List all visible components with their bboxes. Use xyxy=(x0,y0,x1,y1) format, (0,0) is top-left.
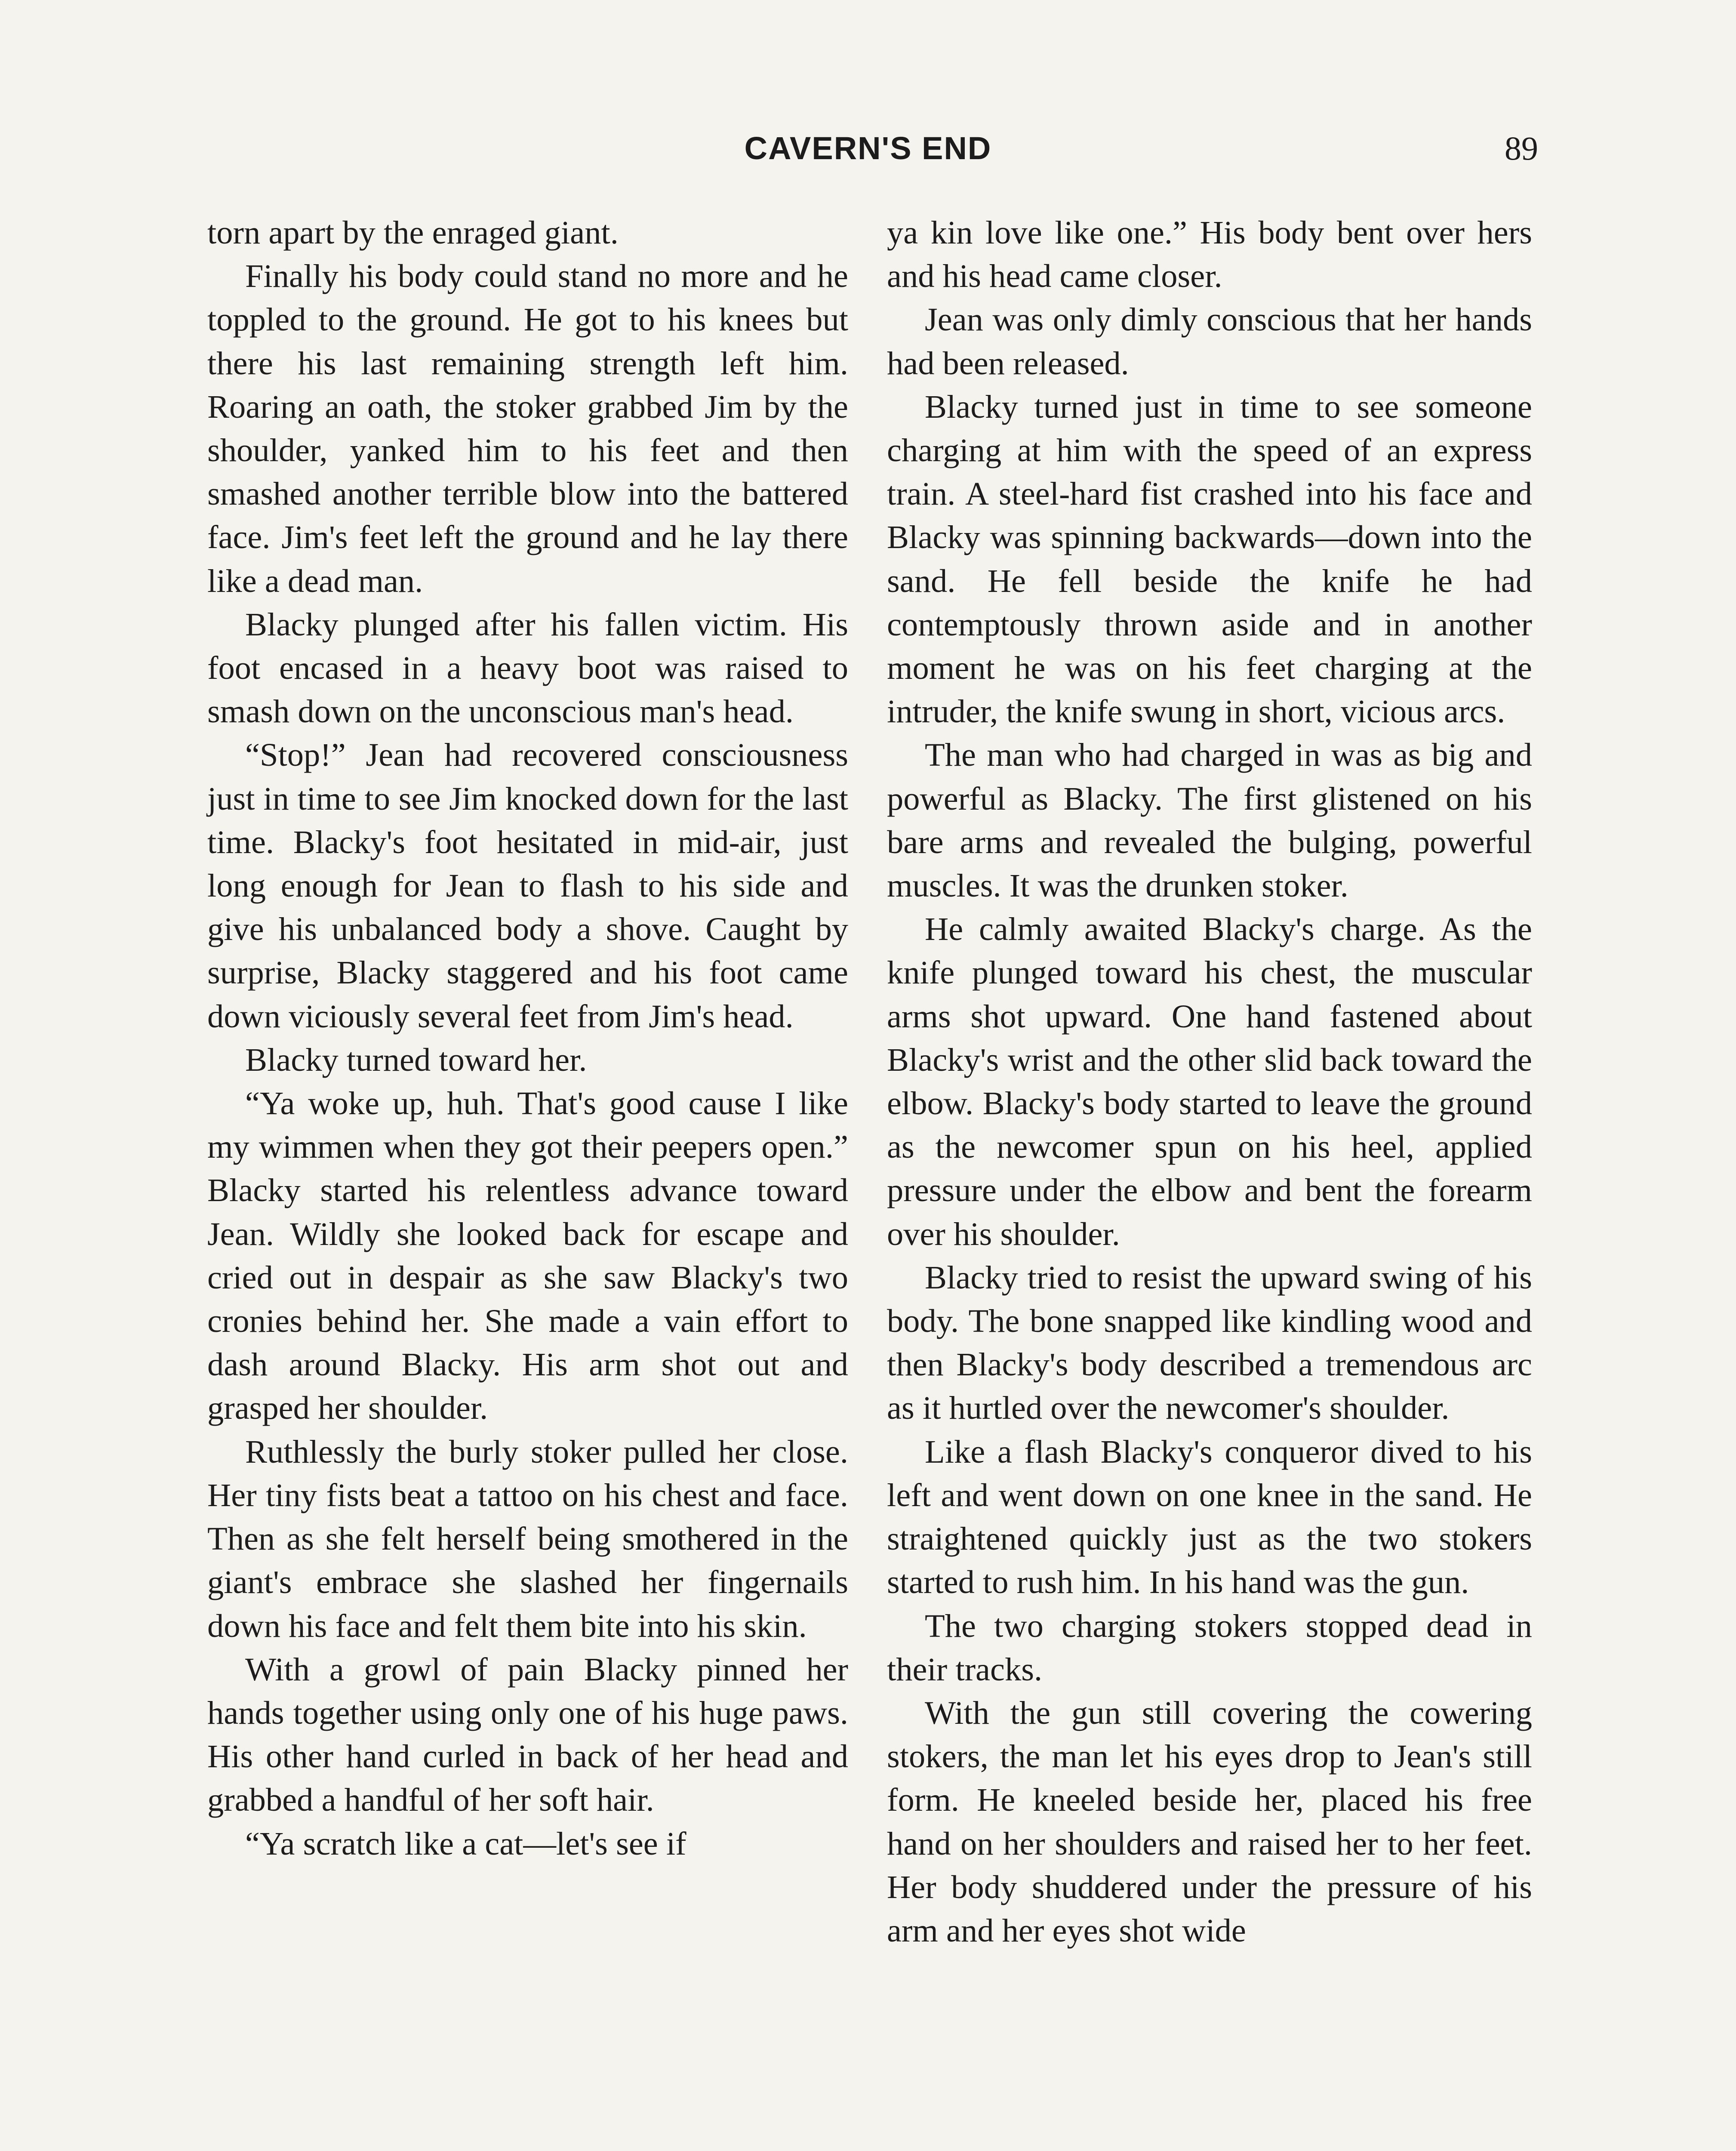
paragraph: The man who had charged in was as big and powerful as Blacky. The first glistened on his bare arms and revealed the bulging, powerful muscles. It was the drunken stoker. xyxy=(887,737,1532,904)
paragraph: With the gun still covering the cowering stokers, the man let his eyes drop to Jean's still form. He kneeled beside her, placed his free hand on her shoulders and raised her to her feet. Her body shuddered under the pressure of his arm and her eyes shot wide xyxy=(887,1694,1532,1949)
page-header xyxy=(0,125,1736,172)
paragraph: Like a flash Blacky's conqueror dived to his left and went down on one knee in the sand. He straightened quickly just as the two stokers started to rush him. In his hand was the gun. xyxy=(887,1433,1532,1601)
running-head: CAVERN'S END xyxy=(744,130,992,166)
page-number: 89 xyxy=(1505,129,1538,167)
paragraph: torn apart by the enraged giant. xyxy=(207,214,619,251)
paragraph: Blacky turned just in time to see someone charging at him with the speed of an express train. A steel-hard fist crashed into his face and Blacky was spinning backwards—down into the sand. He fell beside the knife he had contemptously thrown aside and in another moment he was on his feet charging at the intruder, the knife swung in short, vicious arcs. xyxy=(887,388,1532,730)
paragraph: The two charging stokers stopped dead in their tracks. xyxy=(887,1607,1532,1688)
paragraph: With a growl of pain Blacky pinned her hands together using only one of his huge paws. His other hand curled in back of her head and grabbed a handful of her soft hair. xyxy=(207,1651,848,1818)
paragraph: Jean was only dimly conscious that her hands had been released. xyxy=(887,301,1532,382)
right-column xyxy=(887,211,1532,1952)
paragraph: He calmly awaited Blacky's charge. As the knife plunged toward his chest, the muscular arms shot upward. One hand fastened about Blacky's wrist and the other slid back toward the elbow. Blacky's body started to leave the ground as the newcomer spun on his heel, applied pressure under the elbow and bent the forearm over his shoulder. xyxy=(887,911,1532,1252)
left-column xyxy=(207,211,848,1865)
paragraph: “Ya scratch like a cat—let's see if xyxy=(245,1825,686,1862)
paragraph: Blacky plunged after his fallen victim. His foot encased in a heavy boot was raised to smash down on the unconscious man's head. xyxy=(207,606,848,730)
paragraph: Ruthlessly the burly stoker pulled her close. Her tiny fists beat a tattoo on his chest and face. Then as she felt herself being smothered in the giant's embrace she slashed her fingernails down his face and felt them bite into his skin. xyxy=(207,1433,848,1644)
paragraph: “Ya woke up, huh. That's good cause I like my wimmen when they got their peepers open.” Blacky started his relentless advance toward Jean. Wildly she looked back for escape and cried out in despair as she saw Blacky's two cronies behind her. She made a vain effort to dash around Blacky. His arm shot out and grasped her shoulder. xyxy=(207,1085,848,1427)
paragraph: Blacky turned toward her. xyxy=(245,1041,587,1078)
paragraph: Blacky tried to resist the upward swing of his body. The bone snapped like kindling wood and then Blacky's body described a tremendous arc as it hurtled over the newcomer's shoulder. xyxy=(887,1259,1532,1427)
paragraph: “Stop!” Jean had recovered consciousness just in time to see Jim knocked down for the last time. Blacky's foot hesitated in mid-air, just long enough for Jean to flash to his side and give his unbalanced body a shove. Caught by surprise, Blacky staggered and his foot came down viciously several feet from Jim's head. xyxy=(207,737,848,1035)
paragraph: ya kin love like one.” His body bent over hers and his head came closer. xyxy=(887,214,1532,295)
paragraph: Finally his body could stand no more and he toppled to the ground. He got to his knees but there his last remaining strength left him. Roaring an oath, the stoker grabbed Jim by the shoulder, yanked him to his feet and then smashed another terrible blow into the battered face. Jim's feet left the ground and he lay there like a dead man. xyxy=(207,258,848,599)
